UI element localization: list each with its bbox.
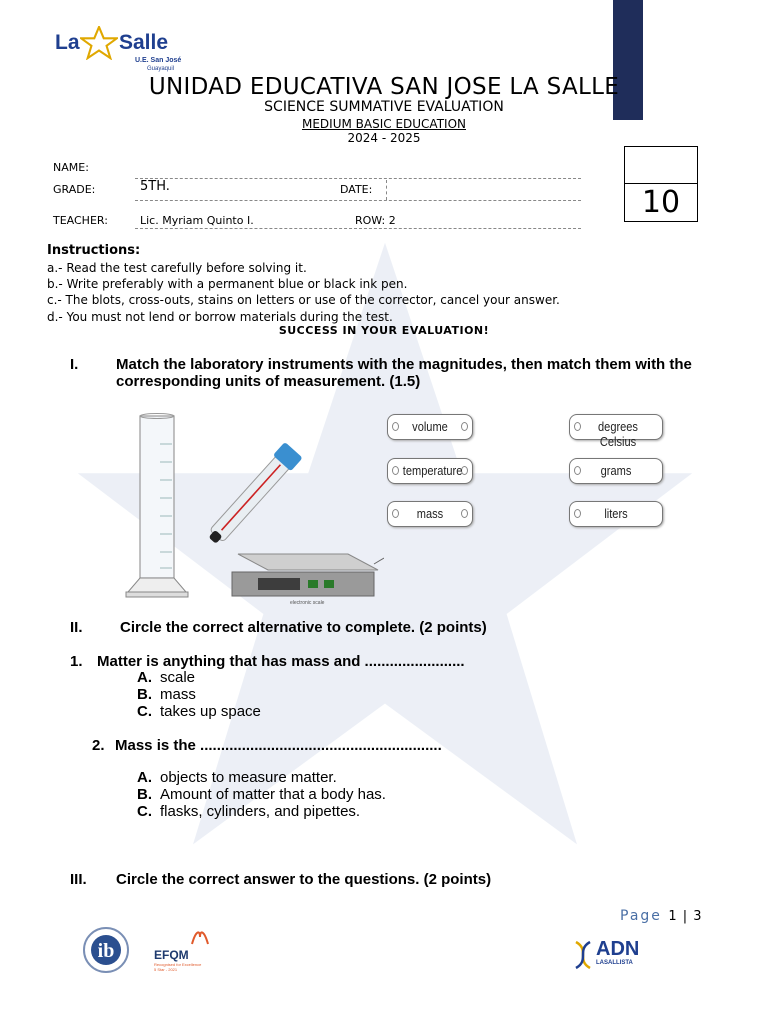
unit-option[interactable]: [569, 414, 663, 449]
efqm-sub2: 5 Star - 2021: [154, 967, 178, 972]
name-field[interactable]: [135, 178, 581, 179]
grade-date-line[interactable]: [135, 200, 581, 201]
efqm-ribbon-icon: [190, 928, 210, 946]
star-logo-icon: [80, 26, 118, 60]
instruction-item: c.- The blots, cross-outs, stains on letters or use of the corrector, cancel your answer.: [47, 293, 560, 307]
section-1-number: I.: [70, 356, 79, 373]
school-year: 2024 - 2025: [347, 131, 421, 145]
section-2-number: II.: [70, 619, 83, 636]
exam-title: SCIENCE SUMMATIVE EVALUATION: [264, 99, 504, 115]
question-1-number: 1.: [70, 653, 83, 670]
option-text: takes up space: [160, 703, 261, 720]
connector-dot-icon: [574, 466, 581, 475]
efqm-logo: [152, 928, 216, 974]
magnitude-option[interactable]: [387, 414, 473, 440]
question-2-text: Mass is the ..........................................................: [115, 737, 442, 754]
date-label: DATE:: [340, 183, 373, 196]
teacher-value: Lic. Myriam Quinto I.: [140, 214, 254, 227]
instruction-item: b.- Write preferably with a permanent blue or black ink pen.: [47, 277, 408, 291]
connector-dot-icon: [574, 509, 581, 518]
q1-option-b[interactable]: [137, 686, 196, 703]
q2-option-c[interactable]: [137, 803, 360, 820]
level-title: MEDIUM BASIC EDUCATION: [301, 117, 466, 131]
school-title: UNIDAD EDUCATIVA SAN JOSE LA SALLE: [148, 74, 620, 100]
option-letter: A.: [137, 769, 152, 786]
instruction-item: d.- You must not lend or borrow materials during the test.: [47, 310, 393, 324]
section-1-title-line2: corresponding units of measurement. (1.5): [116, 373, 421, 390]
graduated-cylinder-image: [120, 412, 192, 602]
score-box: [624, 146, 698, 222]
page-label: Page: [620, 908, 662, 924]
adn-sub-label: LASALLISTA: [596, 960, 633, 966]
section-2-title: Circle the correct alternative to complete. (2 points): [120, 619, 487, 636]
option-letter: B.: [137, 786, 152, 803]
teacher-line: [135, 228, 581, 229]
q1-option-c[interactable]: [137, 703, 261, 720]
score-value: 10: [641, 185, 681, 220]
unit-label: grams: [600, 463, 632, 478]
q1-option-a[interactable]: [137, 669, 195, 686]
q2-option-a[interactable]: [137, 769, 337, 786]
option-text: objects to measure matter.: [160, 769, 337, 786]
option-letter: C.: [137, 703, 152, 720]
page-number: 1 | 3: [668, 909, 703, 924]
connector-dot-icon: [574, 422, 581, 431]
adn-label: ADN: [596, 938, 640, 960]
efqm-sub1: Recognised for Excellence: [154, 962, 202, 967]
unit-option[interactable]: [569, 458, 663, 484]
la-salle-logo: La Salle U.E. San José Guayaquil: [55, 26, 185, 82]
ib-world-school-icon: [82, 926, 130, 974]
row-label: ROW: 2: [355, 214, 396, 227]
unit-label: degrees Celsius: [598, 419, 638, 449]
question-1-text: Matter is anything that has mass and ........................: [97, 653, 465, 670]
success-message: SUCCESS IN YOUR EVALUATION!: [278, 324, 490, 337]
q2-option-b[interactable]: [137, 786, 386, 803]
connector-dot-icon: [392, 422, 399, 431]
svg-text:ib: ib: [97, 940, 115, 962]
option-text: Amount of matter that a body has.: [160, 786, 386, 803]
dna-helix-icon: [572, 940, 594, 970]
section-1-title: [116, 356, 736, 390]
question-2-number: 2.: [92, 737, 105, 754]
grade-label: GRADE:: [53, 183, 96, 196]
page-indicator: [620, 908, 703, 924]
magnitude-label: mass: [416, 506, 444, 521]
electronic-scale-image: [228, 536, 384, 608]
grade-value: 5TH.: [140, 179, 170, 194]
name-label: NAME:: [53, 161, 89, 174]
connector-dot-icon: [461, 422, 468, 431]
magnitude-label: temperature: [402, 463, 463, 478]
magnitude-label: volume: [412, 419, 448, 434]
efqm-label: EFQM: [154, 948, 189, 962]
adn-lasallista-logo: [572, 940, 652, 972]
magnitude-option[interactable]: [387, 501, 473, 527]
unit-option[interactable]: [569, 501, 663, 527]
connector-dot-icon: [392, 509, 399, 518]
section-1-title-line1: Match the laboratory instruments with the magnitudes, then match them with the: [116, 356, 692, 373]
magnitude-option[interactable]: [387, 458, 473, 484]
option-text: flasks, cylinders, and pipettes.: [160, 803, 361, 820]
section-3-title: Circle the correct answer to the questions. (2 points): [116, 871, 492, 888]
unit-label: liters: [604, 506, 628, 521]
score-box-divider: [625, 183, 697, 184]
option-letter: B.: [137, 686, 152, 703]
instructions-title: Instructions:: [47, 243, 141, 258]
option-letter: C.: [137, 803, 152, 820]
teacher-label: TEACHER:: [53, 214, 108, 227]
option-text: scale: [160, 669, 196, 686]
option-text: mass: [160, 686, 196, 703]
option-letter: A.: [137, 669, 152, 686]
date-divider: [386, 180, 387, 200]
instruction-item: a.- Read the test carefully before solving it.: [47, 261, 307, 275]
section-3-number: III.: [70, 871, 87, 888]
connector-dot-icon: [392, 466, 399, 475]
scale-caption: electronic scale: [290, 600, 325, 606]
connector-dot-icon: [461, 509, 468, 518]
